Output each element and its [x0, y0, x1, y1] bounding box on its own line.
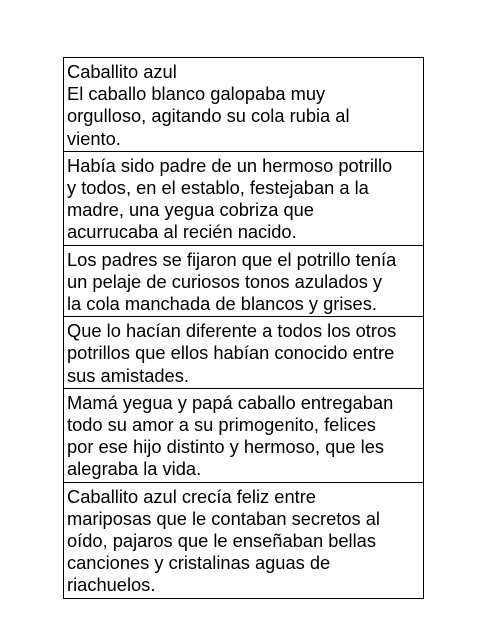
- story-cell-1: [64, 58, 423, 151]
- story-cell-4: [64, 316, 423, 388]
- paragraph-2: Había sido padre de un hermoso potrillo y todos, en el establo, festejaban a la madre, una yegua cobriza que acurrucaba al recién nacido.: [67, 154, 393, 243]
- story-cell-5: [64, 388, 423, 482]
- paragraph-4: Que lo hacían diferente a todos los otros potrillos que ellos habían conocido entre sus amistades.: [67, 320, 397, 386]
- paragraph-1: El caballo blanco galopaba muy orgulloso, agitando su cola rubia al viento.: [67, 83, 350, 149]
- story-title: Caballito azul: [67, 61, 177, 82]
- paragraph-6: Caballito azul crecía feliz entre mariposas que le contaban secretos al oído, pajaros que le enseñaban bellas canciones y cristalinas aguas de riachuelos.: [67, 485, 380, 596]
- paragraph-3: Los padres se fijaron que el potrillo tenía un pelaje de curiosos tonos azulados y la cola manchada de blancos y grises.: [67, 248, 397, 315]
- story-table: [63, 57, 424, 599]
- paragraph-5: Mamá yegua y papá caballo entregaban todo su amor a su primogenito, felices por ese hijo distinto y hermoso, que les alegraba la vida.: [67, 391, 394, 480]
- story-cell-6: [64, 482, 423, 598]
- story-cell-3: [64, 245, 423, 317]
- story-cell-2: [64, 151, 423, 245]
